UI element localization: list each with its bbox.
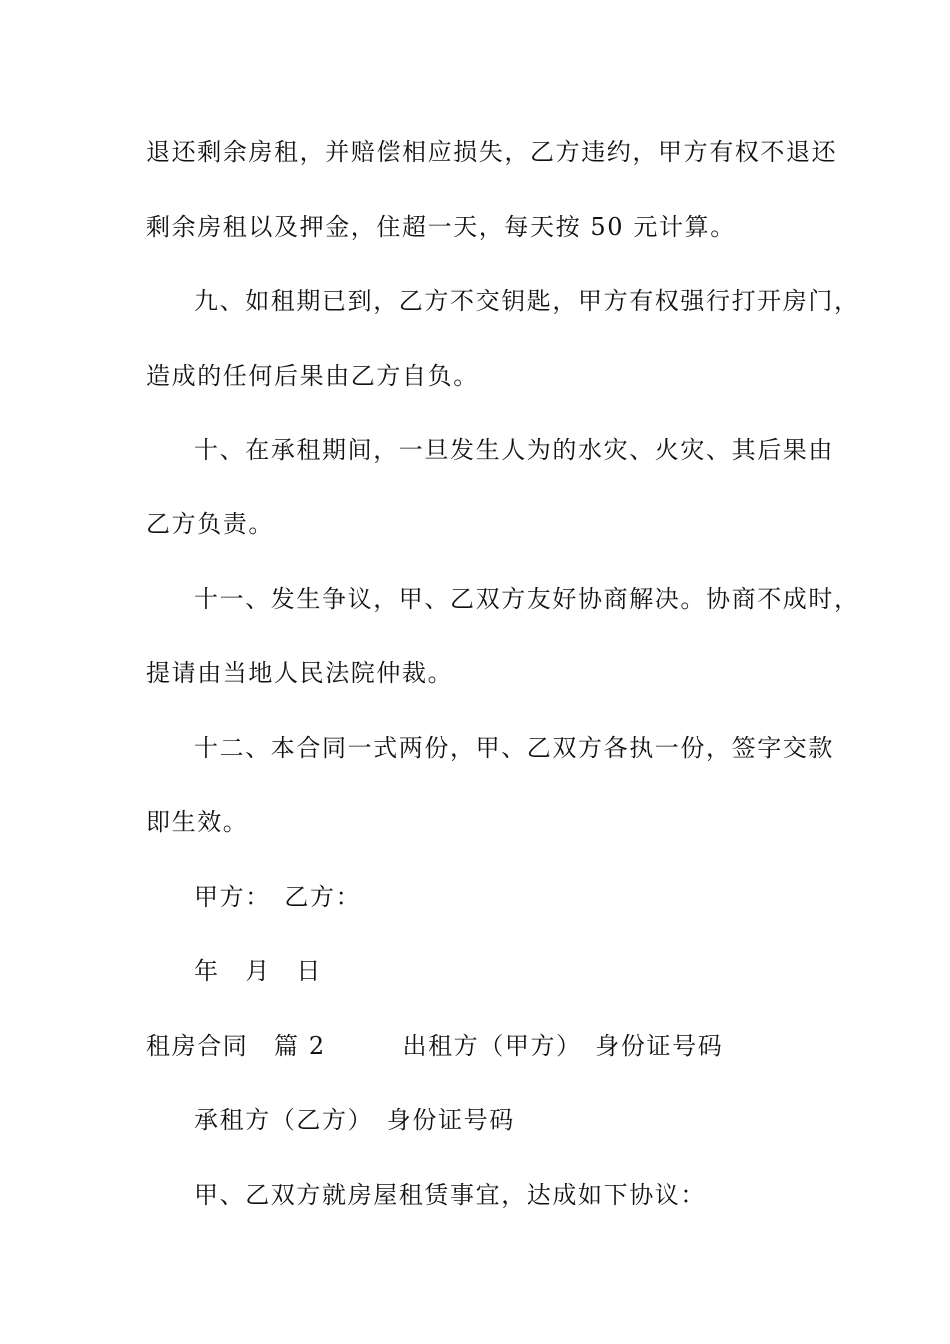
- text-line-4: 造成的任何后果由乙方自负。: [146, 362, 479, 390]
- text-line-1: 退还剩余房租，并赔偿相应损失，乙方违约，甲方有权不退还: [146, 138, 838, 166]
- text-line-8: 提请由当地人民法院仲裁。: [146, 659, 454, 687]
- signature-parties: 甲方： 乙方：: [194, 883, 362, 911]
- text-line-14: 承租方（乙方） 身份证号码: [194, 1106, 515, 1134]
- section-heading: 租房合同 篇 2 出租方（甲方） 身份证号码: [146, 1032, 724, 1060]
- text-line-3: 九、如租期已到，乙方不交钥匙，甲方有权强行打开房门，: [194, 287, 860, 315]
- text-line-5: 十、在承租期间，一旦发生人为的水灾、火灾、其后果由: [194, 436, 834, 464]
- text-line-15: 甲、乙双方就房屋租赁事宜，达成如下协议：: [194, 1181, 706, 1209]
- text-line-9: 十二、本合同一式两份，甲、乙双方各执一份，签字交款: [194, 734, 834, 762]
- signature-date: 年 月 日: [194, 957, 322, 985]
- text-line-6: 乙方负责。: [146, 510, 274, 538]
- text-line-10: 即生效。: [146, 808, 249, 836]
- text-line-2: 剩余房租以及押金，住超一天，每天按 50 元计算。: [146, 213, 736, 241]
- text-line-7: 十一、发生争议，甲、乙双方友好协商解决。协商不成时，: [194, 585, 860, 613]
